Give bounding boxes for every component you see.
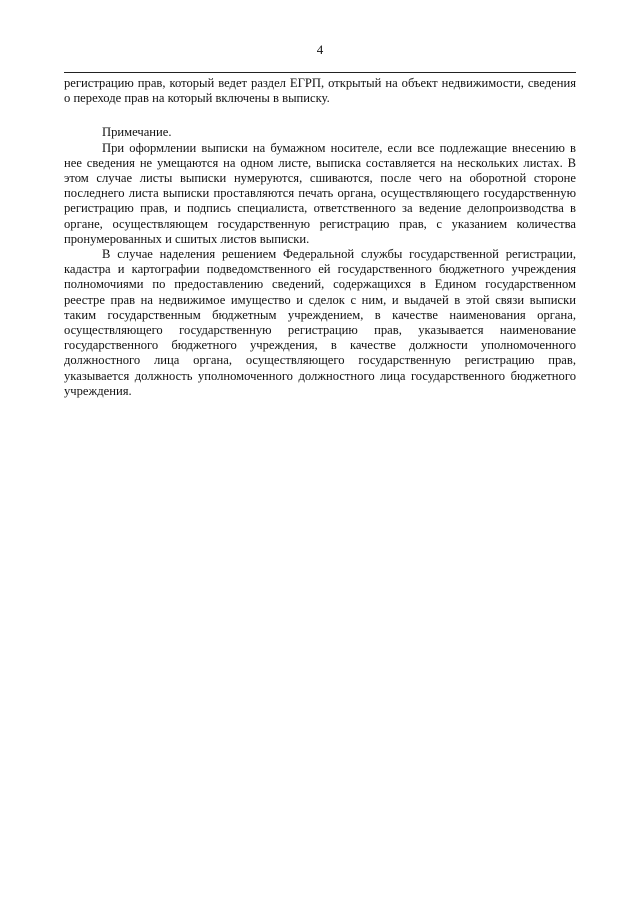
note-paragraph-1: При оформлении выписки на бумажном носителе, если все подлежащие внесению в нее сведения не умещаются на одном листе, выписка составляется на нескольких листах. В этом случае листы выписки нумеруются, сшиваются, после чего на оборотной стороне последнего листа выписки проставляются печать органа, осуществляющего государственную регистрацию прав, и подпись специалиста, ответственного за ведение делопроизводства в органе, осуществляющем государственную регистрацию прав, с указанием количества пронумерованных и сшитых листов выписки. (64, 140, 576, 246)
document-body (64, 76, 576, 399)
note-paragraph-2: В случае наделения решением Федеральной службы государственной регистрации, кадастра и картографии подведомственного ей государственного бюджетного учреждения полномочиями по предоставлению сведений, содержащихся в Едином государственном реестре прав на недвижимое имущество и сделок с ним, и выдачей в этой связи выписки таким государственным бюджетным учреждением, в качестве наименования органа, осуществляющего государственную регистрацию прав, указывается наименование государственного бюджетного учреждения, в качестве должности уполномоченного должностного лица органа, осуществляющего государственную регистрацию прав, указывается должность уполномоченного должностного лица государственного бюджетного учреждения. (64, 247, 576, 398)
header-rule (64, 72, 576, 73)
note-label: Примечание. (102, 125, 172, 140)
page-number: 4 (316, 42, 324, 57)
continuation-paragraph: регистрацию прав, который ведет раздел ЕГРП, открытый на объект недвижимости, сведения о переходе прав на который включены в выписку. (64, 76, 576, 106)
